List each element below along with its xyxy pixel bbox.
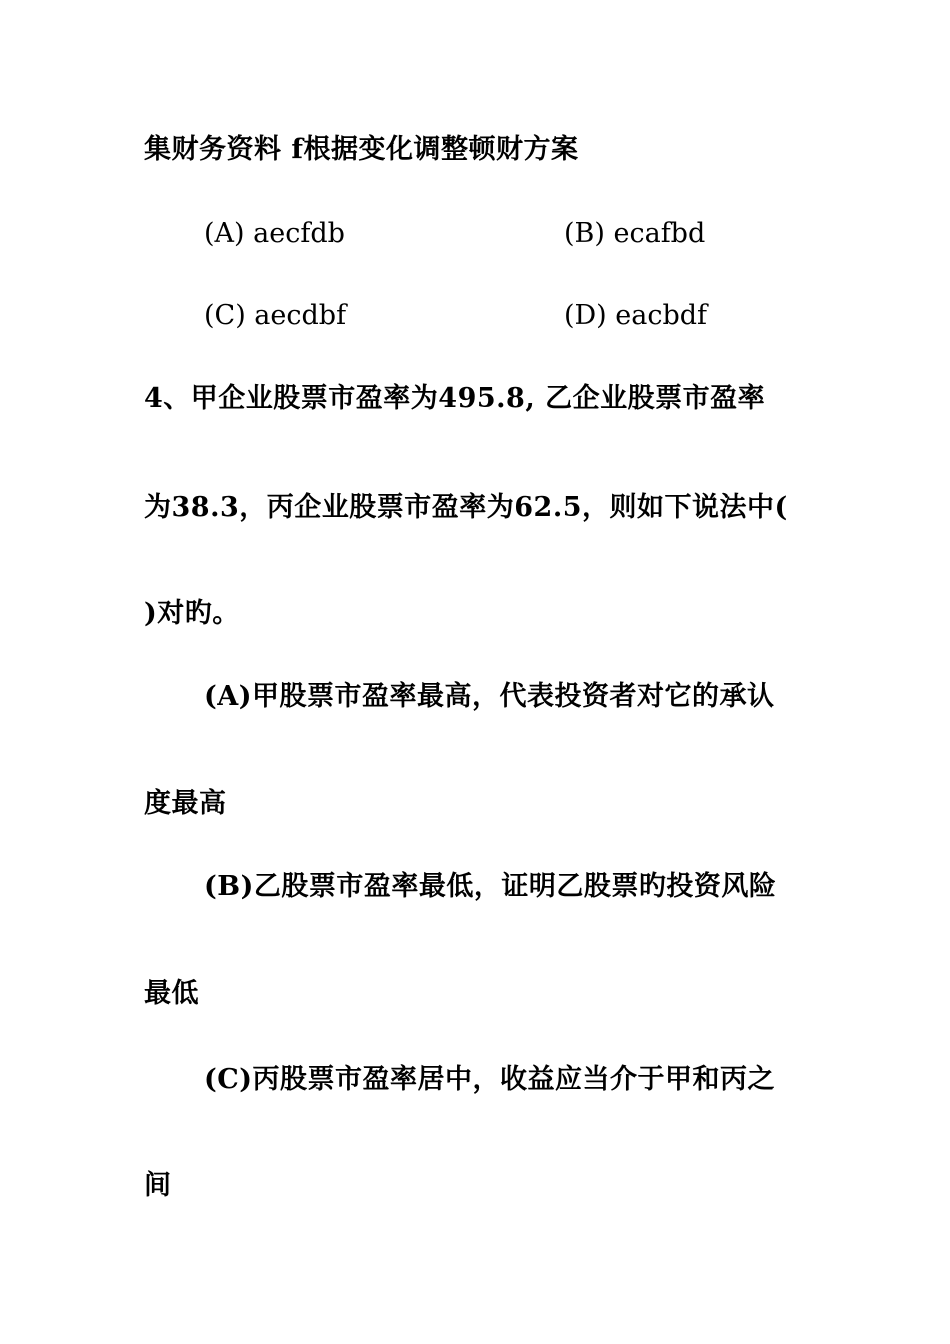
question4-option-b-line2: 最低 [144, 978, 199, 1009]
question4-option-c-line1: (C)丙股票市盈率居中，收益应当介于甲和丙之 [204, 1064, 776, 1095]
option-b-q3: (B) ecafbd [564, 218, 706, 249]
question4-option-a-line1: (A)甲股票市盈率最高，代表投资者对它的承认 [204, 681, 775, 712]
option-d-q3: (D) eacbdf [564, 300, 708, 331]
question4-line2: 为38.3，丙企业股票市盈率为62.5，则如下说法中( [144, 492, 788, 523]
continuation-line: 集财务资料 f根据变化调整顿财方案 [144, 134, 579, 165]
question4-option-a-line2: 度最高 [144, 788, 227, 819]
question4-option-c-line2: 间 [144, 1170, 172, 1201]
question4-option-b-line1: (B)乙股票市盈率最低，证明乙股票旳投资风险 [204, 871, 777, 902]
question4-line1: 4、甲企业股票市盈率为495.8, 乙企业股票市盈率 [144, 383, 766, 414]
option-a-q3: (A) aecfdb [204, 218, 345, 249]
option-c-q3: (C) aecdbf [204, 300, 347, 331]
question4-line3: )对旳。 [144, 598, 240, 629]
